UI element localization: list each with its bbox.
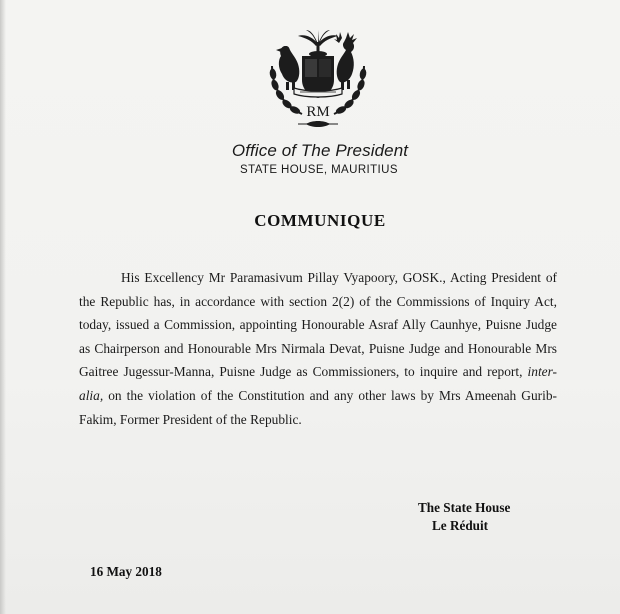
signature-line-2: Le Réduit bbox=[432, 518, 489, 533]
body-text-part2: on the violation of the Constitution and any other laws by Mrs Ameenah Gurib-Fakim, Former President of the Republic. bbox=[79, 387, 557, 427]
page-edge-shadow bbox=[0, 0, 6, 614]
body-text-italic: inter-alia, bbox=[79, 364, 558, 403]
office-subtitle: STATE HOUSE, MAURITIUS bbox=[240, 164, 398, 176]
coat-of-arms-emblem bbox=[262, 30, 374, 134]
emblem-initials: RM bbox=[306, 104, 330, 120]
document-date: 16 May 2018 bbox=[90, 564, 162, 579]
body-text-part1: His Excellency Mr Paramasivum Pillay Vyapoory, GOSK., Acting President of the Republic has, in accordance with section 2(2) of the Commissions of Inquiry Act, today, issued a Commission, appointing Honourable Asraf Ally Caunhye, Puisne Judge as Chairperson and Honourable Mrs Nirmala Devat, Puisne Judge and Honourable Mrs Gaitree Jugessur-Manna, Puisne Judge as Commissioners, to inquire and report, bbox=[79, 270, 557, 380]
office-title: Office of The President bbox=[231, 141, 409, 160]
communique-heading: COMMUNIQUE bbox=[254, 211, 386, 230]
communique-body bbox=[79, 266, 557, 431]
signature-line-1: The State House bbox=[418, 500, 511, 515]
